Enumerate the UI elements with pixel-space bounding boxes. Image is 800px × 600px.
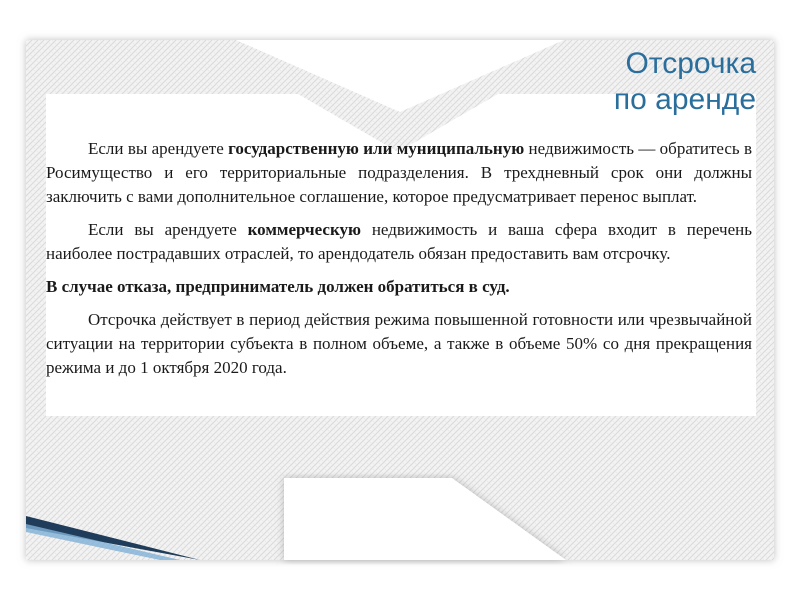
run-bold: государственную или муниципальную bbox=[228, 139, 525, 158]
run-text: недвижимость — обратитесь в Росимущество и его территориальные подразделения. В трехдневный срок они должны заключить с вами дополнительное соглашение, которое предусматривает перенос выплат. bbox=[46, 139, 753, 206]
paragraph-deferral-period bbox=[46, 308, 752, 380]
run-text: Если вы арендуете bbox=[88, 220, 248, 239]
deferral-text: Отсрочка действует в период действия режима повышенной готовности или чрезвычайной ситуации на территории субъекта в полном объеме, а также в объеме 50% со дня прекращения режима и до 1 октября 2020 года. bbox=[46, 310, 752, 377]
paragraph-refusal bbox=[46, 275, 752, 299]
slide-title bbox=[614, 46, 756, 118]
title-line-2: по аренде bbox=[613, 83, 756, 116]
title-line-1: Отсрочка bbox=[625, 47, 756, 80]
paragraph-commercial-property bbox=[46, 218, 752, 266]
run-bold: коммерческую bbox=[247, 220, 361, 239]
frame-left-band bbox=[26, 94, 46, 416]
body-text bbox=[46, 137, 752, 389]
run-text: недвижимость и ваша сфера входит в перечень наиболее пострадавших отраслей, то арендодатель обязан предоставить вам отсрочку. bbox=[46, 220, 752, 263]
paragraph-state-property bbox=[46, 137, 752, 209]
run-text: Если вы арендуете bbox=[88, 139, 229, 158]
refusal-text: В случае отказа, предприниматель должен обратиться в суд. bbox=[46, 277, 510, 296]
